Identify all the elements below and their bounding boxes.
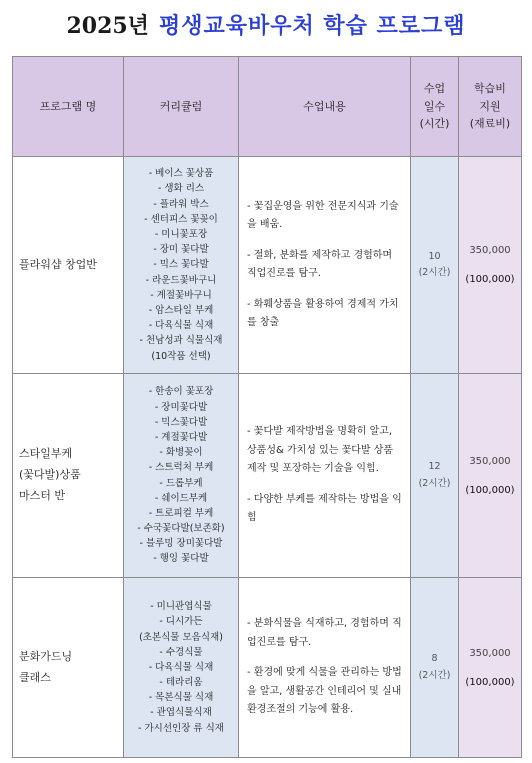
- hours-cell: [411, 374, 459, 578]
- fee-material-amount: (100,000): [465, 676, 515, 688]
- curriculum-item: - 테라리움: [159, 677, 203, 689]
- curriculum-item: - 미니관엽식물: [150, 601, 212, 613]
- curriculum-item: (10작품 선택): [151, 350, 211, 362]
- curriculum-item: - 화병꽂이: [159, 447, 203, 459]
- curriculum-item: - 수경식물: [159, 646, 203, 658]
- title-program-name: 평생교육바우처 학습 프로그램: [158, 14, 466, 39]
- content-item: - 화훼상품을 활용하여 경제적 가치를 창출: [247, 298, 399, 328]
- program-name-cell: [13, 374, 124, 578]
- content-cell: [239, 374, 411, 578]
- curriculum-item: - 다육식물 식재: [148, 661, 214, 673]
- header-fee-line: 지원: [479, 99, 501, 113]
- hours-count: 12: [428, 461, 441, 473]
- program-name-line: 플라워샵 창업반: [19, 257, 97, 271]
- hours-cell: [411, 578, 459, 758]
- content-cell: [239, 578, 411, 758]
- header-hours-line: (시간): [419, 117, 450, 131]
- curriculum-item: - 다육식물 식재: [148, 320, 214, 332]
- content-item: - 분화식물을 식재하고, 경험하며 직업진로를 탐구.: [247, 618, 402, 648]
- curriculum-item: - 목본식물 식재: [148, 692, 214, 704]
- curriculum-item: - 장미꽃다발: [154, 401, 208, 413]
- curriculum-item: - 계절꽃바구니: [150, 289, 212, 301]
- curriculum-item: - 믹스 꽃다발: [153, 259, 209, 271]
- curriculum-item: - 관엽식물식재: [150, 707, 212, 719]
- fee-material-amount: (100,000): [465, 274, 515, 285]
- fee-amount: 350,000: [469, 455, 511, 467]
- curriculum-item: - 생화 리스: [157, 183, 205, 195]
- curriculum-item: - 행잉 꽃다발: [153, 553, 209, 565]
- curriculum-item: - 계절꽃다발: [154, 431, 208, 443]
- curriculum-cell: [124, 157, 239, 374]
- content-item: - 환경에 맞게 식물을 관리하는 방법을 알고, 생활공간 인테리어 및 실내 환경조절의 기능에 활용.: [247, 667, 402, 716]
- curriculum-item: - 센터피스 꽃꽂이: [144, 213, 218, 225]
- header-fee: [459, 57, 522, 157]
- title-year: 2025년: [66, 13, 149, 39]
- program-name-line: 마스터 반: [19, 488, 66, 502]
- hours-count: 8: [431, 653, 438, 665]
- program-name-line: 클래스: [19, 670, 51, 684]
- program-name-line: 분화가드닝: [19, 649, 73, 663]
- header-hours-line: 일수: [423, 99, 446, 113]
- fee-cell: [459, 157, 522, 374]
- program-name-cell: [13, 157, 124, 374]
- hours-duration: (2시간): [418, 477, 451, 489]
- header-fee-line: 학습비: [474, 82, 506, 96]
- program-table: [12, 56, 522, 758]
- content-item: - 다양한 부케를 제작하는 방법을 익힘: [247, 493, 402, 524]
- page-title: [0, 8, 532, 44]
- fee-amount: 350,000: [469, 647, 511, 659]
- header-hours-line: 수업: [423, 82, 446, 96]
- curriculum-item: - 암스타일 부케: [148, 304, 214, 316]
- program-name-line: 스타일부케: [19, 447, 73, 461]
- curriculum-item: - 디시가든: [159, 616, 203, 628]
- curriculum-item: - 베이스 꽃상품: [148, 168, 214, 180]
- table-row: [13, 157, 522, 374]
- fee-cell: [459, 578, 522, 758]
- curriculum-item: - 미니꽃포장: [154, 229, 208, 241]
- curriculum-cell: [124, 374, 239, 578]
- curriculum-item: - 장미 꽃다발: [153, 244, 209, 256]
- header-program: 프로그램 명: [13, 57, 124, 157]
- table-row: [13, 578, 522, 758]
- table-header-row: [13, 57, 522, 157]
- curriculum-item: - 천남성과 식물식재: [139, 335, 223, 347]
- hours-duration: (2시간): [418, 267, 451, 278]
- content-item: - 절화, 분화를 제작하고 경험하며 직업진로를 탐구.: [247, 249, 393, 279]
- hours-duration: (2시간): [418, 669, 451, 681]
- fee-cell: [459, 374, 522, 578]
- curriculum-item: - 트로피컬 부케: [148, 507, 214, 519]
- curriculum-item: - 쉐이드부케: [154, 492, 208, 504]
- curriculum-item: - 드롭부케: [159, 477, 203, 489]
- curriculum-item: - 한송이 꽃포장: [148, 386, 214, 398]
- table-row: [13, 374, 522, 578]
- curriculum-item: - 가시선인장 류 식재: [138, 722, 224, 734]
- curriculum-item: - 수국꽃다발(보존화): [137, 523, 225, 535]
- program-name-line: (꽃다발)상품: [19, 468, 81, 482]
- content-cell: [239, 157, 411, 374]
- hours-count: 10: [428, 250, 441, 262]
- hours-cell: [411, 157, 459, 374]
- curriculum-item: - 라운드꽃바구니: [145, 274, 217, 286]
- curriculum-cell: [124, 578, 239, 758]
- fee-material-amount: (100,000): [465, 484, 515, 496]
- curriculum-item: - 믹스꽃다발: [154, 416, 208, 428]
- curriculum-item: - 플라워 박스: [153, 198, 209, 210]
- content-item: - 꽃집운영을 위한 전문지식과 기술을 배움.: [247, 200, 399, 230]
- header-content: 수업내용: [239, 57, 411, 157]
- program-name-cell: [13, 578, 124, 758]
- content-item: - 꽃다발 제작방법을 명확히 알고, 상품성& 가치성 있는 꽃다발 상품 제작 및 포장하는 기술을 익힘.: [247, 426, 394, 475]
- curriculum-item: - 스트럭처 부케: [148, 462, 214, 474]
- header-curriculum: 커리큘럼: [124, 57, 239, 157]
- curriculum-item: (초본식물 모음식재): [139, 631, 223, 643]
- curriculum-item: - 블루밍 장미꽃다발: [139, 538, 223, 550]
- header-fee-line: (재료비): [469, 117, 511, 131]
- fee-amount: 350,000: [469, 245, 511, 256]
- header-hours: [411, 57, 459, 157]
